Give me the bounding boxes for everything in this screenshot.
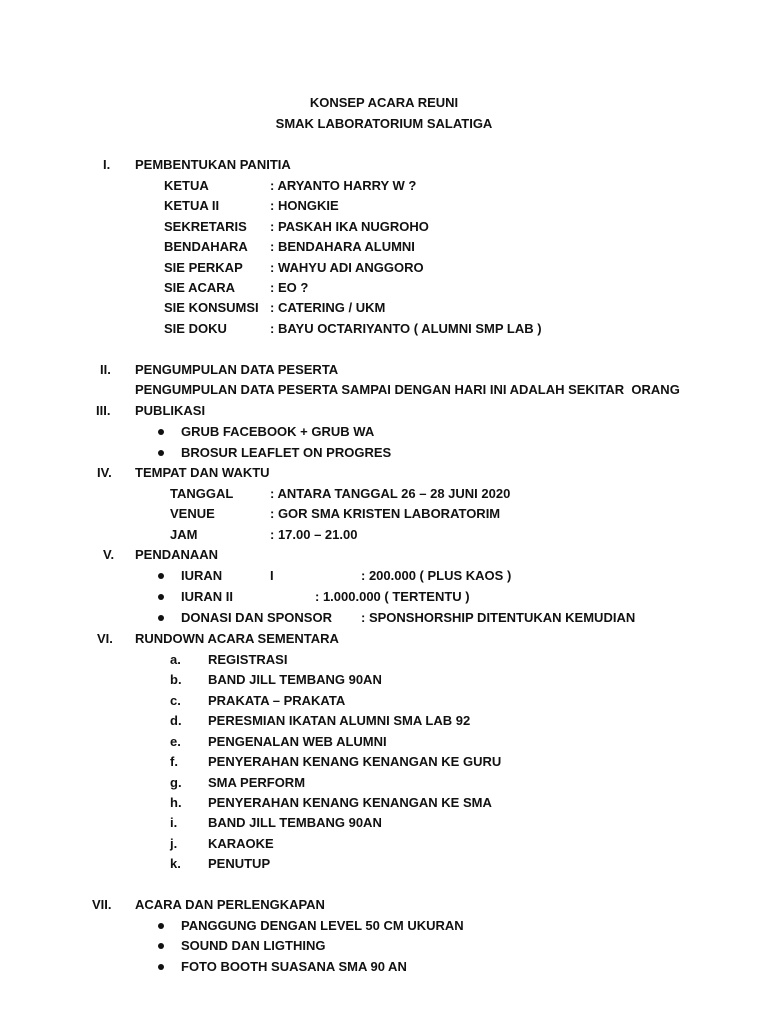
section-number: VI.: [97, 631, 113, 646]
committee-member: : EO ?: [270, 280, 309, 295]
rundown-letter: b.: [170, 672, 182, 687]
detail-label: VENUE: [170, 506, 215, 521]
committee-role: KETUA: [164, 178, 209, 193]
committee-member: : HONGKIE: [270, 198, 339, 213]
bullet-icon: [158, 573, 164, 579]
section-heading: PUBLIKASI: [135, 403, 206, 418]
bullet-icon: [158, 594, 164, 600]
committee-role: KETUA II: [164, 198, 220, 213]
list-item: GRUB FACEBOOK + GRUB WA: [181, 424, 375, 439]
bullet-icon: [158, 923, 164, 929]
section-number: IV.: [97, 465, 112, 480]
rundown-item: PENYERAHAN KENANG KENANGAN KE GURU: [208, 754, 502, 769]
rundown-letter: h.: [170, 795, 182, 810]
bullet-icon: [158, 964, 164, 970]
rundown-letter: e.: [170, 734, 181, 749]
section-number: VII.: [92, 897, 112, 912]
list-item: PANGGUNG DENGAN LEVEL 50 CM UKURAN: [181, 918, 464, 933]
rundown-item: PRAKATA – PRAKATA: [208, 693, 346, 708]
rundown-letter: k.: [170, 856, 181, 871]
rundown-letter: g.: [170, 775, 182, 790]
section-heading: RUNDOWN ACARA SEMENTARA: [135, 631, 339, 646]
funding-extra: I: [270, 568, 274, 583]
committee-role: SEKRETARIS: [164, 219, 247, 234]
rundown-item: REGISTRASI: [208, 652, 288, 667]
detail-value: : ANTARA TANGGAL 26 – 28 JUNI 2020: [270, 486, 511, 501]
committee-role: SIE ACARA: [164, 280, 236, 295]
committee-role: SIE PERKAP: [164, 260, 243, 275]
committee-role: SIE KONSUMSI: [164, 300, 259, 315]
bullet-icon: [158, 615, 164, 621]
list-item: SOUND DAN LIGTHING: [181, 938, 326, 953]
rundown-item: PERESMIAN IKATAN ALUMNI SMA LAB 92: [208, 713, 471, 728]
document-subtitle: SMAK LABORATORIUM SALATIGA: [275, 116, 493, 131]
section-number: III.: [96, 403, 111, 418]
funding-label: IURAN II: [181, 589, 233, 604]
funding-value: : 200.000 ( PLUS KAOS ): [361, 568, 512, 583]
list-item: FOTO BOOTH SUASANA SMA 90 AN: [181, 959, 407, 974]
section-number: V.: [103, 547, 115, 562]
detail-label: JAM: [170, 527, 198, 542]
section-text: PENGUMPULAN DATA PESERTA SAMPAI DENGAN HARI INI ADALAH SEKITAR ORANG: [135, 382, 680, 397]
section-heading: ACARA DAN PERLENGKAPAN: [135, 897, 325, 912]
section-heading: TEMPAT DAN WAKTU: [135, 465, 270, 480]
bullet-icon: [158, 450, 164, 456]
rundown-letter: d.: [170, 713, 182, 728]
committee-member: : CATERING / UKM: [270, 300, 386, 315]
rundown-letter: f.: [170, 754, 178, 769]
section-heading: PEMBENTUKAN PANITIA: [135, 157, 291, 172]
committee-role: SIE DOKU: [164, 321, 227, 336]
section-heading: PENGUMPULAN DATA PESERTA: [135, 362, 339, 377]
committee-role: BENDAHARA: [164, 239, 248, 254]
funding-value: : SPONSHORSHIP DITENTUKAN KEMUDIAN: [361, 610, 636, 625]
funding-value: : 1.000.000 ( TERTENTU ): [315, 589, 470, 604]
rundown-item: BAND JILL TEMBANG 90AN: [208, 815, 382, 830]
committee-member: : BAYU OCTARIYANTO ( ALUMNI SMP LAB ): [270, 321, 542, 336]
rundown-item: PENUTUP: [208, 856, 271, 871]
detail-value: : 17.00 – 21.00: [270, 527, 358, 542]
funding-label: IURAN: [181, 568, 223, 583]
rundown-item: PENGENALAN WEB ALUMNI: [208, 734, 387, 749]
rundown-item: KARAOKE: [208, 836, 274, 851]
committee-member: : ARYANTO HARRY W ?: [270, 178, 417, 193]
rundown-letter: c.: [170, 693, 181, 708]
funding-label: DONASI DAN SPONSOR: [181, 610, 332, 625]
section-number: II.: [100, 362, 111, 377]
section-heading: PENDANAAN: [135, 547, 219, 562]
section-number: I.: [103, 157, 111, 172]
rundown-letter: a.: [170, 652, 181, 667]
list-item: BROSUR LEAFLET ON PROGRES: [181, 445, 392, 460]
document-title: KONSEP ACARA REUNI: [309, 95, 459, 110]
committee-member: : PASKAH IKA NUGROHO: [270, 219, 429, 234]
rundown-item: SMA PERFORM: [208, 775, 306, 790]
detail-label: TANGGAL: [170, 486, 234, 501]
bullet-icon: [158, 429, 164, 435]
rundown-item: PENYERAHAN KENANG KENANGAN KE SMA: [208, 795, 492, 810]
rundown-letter: j.: [170, 836, 178, 851]
rundown-item: BAND JILL TEMBANG 90AN: [208, 672, 382, 687]
committee-member: : BENDAHARA ALUMNI: [270, 239, 415, 254]
detail-value: : GOR SMA KRISTEN LABORATORIM: [270, 506, 501, 521]
rundown-letter: i.: [170, 815, 178, 830]
committee-member: : WAHYU ADI ANGGORO: [270, 260, 424, 275]
bullet-icon: [158, 943, 164, 949]
